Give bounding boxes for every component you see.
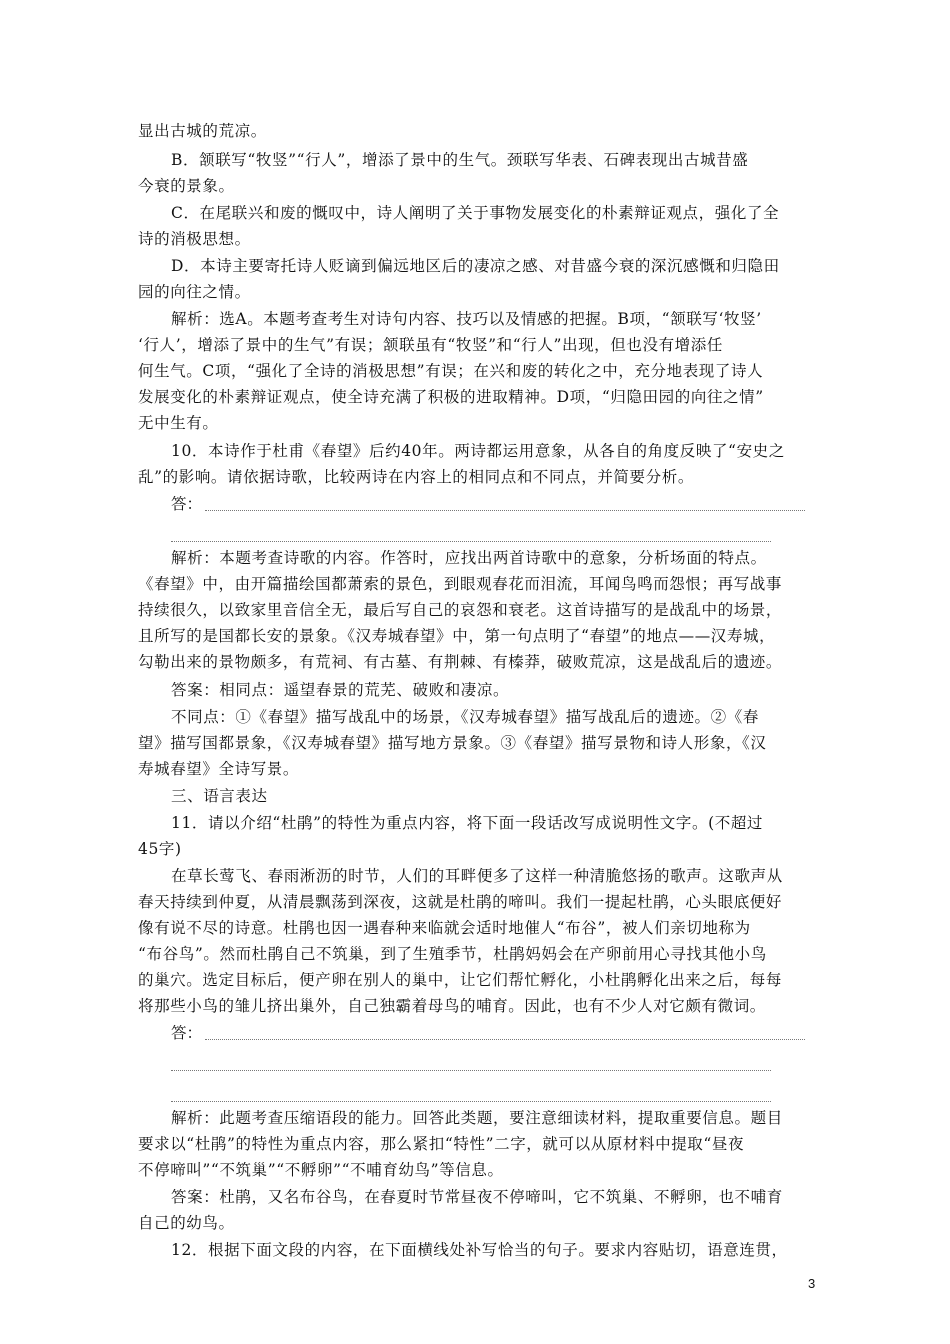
- text-line: C．在尾联兴和废的慨叹中，诗人阐明了关于事物发展变化的朴素辩证观点，强化了全: [171, 204, 780, 222]
- answer-blank-line[interactable]: [205, 510, 805, 511]
- text-line: 何生气。C项，“强化了全诗的消极思想”有误；在兴和废的转化之中，充分地表现了诗人: [138, 362, 764, 380]
- answer-blank-line[interactable]: [205, 1039, 805, 1040]
- text-line: 望》描写国都景象，《汉寿城春望》描写地方景象。③《春望》描写景物和诗人形象，《汉: [138, 734, 767, 752]
- text-line: 发展变化的朴素辩证观点，使全诗充满了积极的进取精神。D项，“归隐田园的向往之情”: [138, 388, 764, 406]
- text-line: 像有说不尽的诗意。杜鹃也因一遇春种来临就会适时地催人“布谷”，被人们亲切地称为: [138, 919, 751, 937]
- question-12: 12．根据下面文段的内容，在下面横线处补写恰当的句子。要求内容贴切，语意连贯，: [171, 1241, 788, 1259]
- text-line: D．本诗主要寄托诗人贬谪到偏远地区后的凄凉之感、对昔盛今衰的深沉感慨和归隐田: [171, 257, 780, 275]
- text-line: 答案：杜鹃，又名布谷鸟，在春夏时节常昼夜不停啼叫，它不筑巢、不孵卵，也不哺育: [171, 1188, 783, 1206]
- text-line: “布谷鸟”。然而杜鹃自己不筑巢，到了生殖季节，杜鹃妈妈会在产卵前用心寻找其他小鸟: [138, 945, 767, 963]
- text-line: 且所写的是国都长安的景象。《汉寿城春望》中，第一句点明了“春望”的地点——汉寿城，: [138, 627, 776, 645]
- answer-blank-line[interactable]: [171, 541, 771, 542]
- text-line: 不同点：①《春望》描写战乱中的场景，《汉寿城春望》描写战乱后的遗迹。②《春: [171, 708, 759, 726]
- answer-label: 答：: [171, 1024, 203, 1042]
- question-10: 10．本诗作于杜甫《春望》后约40年。两诗都运用意象，从各自的角度反映了“安史之: [171, 442, 785, 460]
- text-line: 解析：选A。本题考查考生对诗句内容、技巧以及情感的把握。B项，“颔联写‘牧竖’: [171, 310, 762, 328]
- text-line: 寿城春望》全诗写景。: [138, 760, 300, 778]
- text-line: 不停啼叫”“不筑巢”“不孵卵”“不哺育幼鸟”等信息。: [138, 1161, 504, 1179]
- text-line: 将那些小鸟的雏儿挤出巢外，自己独霸着母鸟的哺育。因此，也有不少人对它颇有微词。: [138, 997, 766, 1015]
- text-line: 诗的消极思想。: [138, 230, 251, 248]
- text-line: 答案：相同点：遥望春景的荒芜、破败和凄凉。: [171, 681, 510, 699]
- section-heading: 三、语言表达: [171, 787, 268, 805]
- text-line: 自己的幼鸟。: [138, 1214, 235, 1232]
- text-line: 45字): [138, 840, 182, 858]
- answer-blank-line[interactable]: [171, 1101, 771, 1102]
- text-line: 要求以“杜鹃”的特性为重点内容，那么紧扣“特性”二字，就可以从原材料中提取“昼夜: [138, 1135, 745, 1153]
- text-line: 的巢穴。选定目标后，便产卵在别人的巢中，让它们帮忙孵化，小杜鹃孵化出来之后，每每: [138, 971, 783, 989]
- text-line: ‘行人’，增添了景中的生气”有误；颔联虽有“牧竖”和“行人”出现，但也没有增添任: [138, 336, 723, 354]
- text-line: 解析：此题考查压缩语段的能力。回答此类题，要注意细读材料，提取重要信息。题目: [171, 1109, 783, 1127]
- text-line: 勾勒出来的景物颇多，有荒祠、有古墓、有荆棘、有榛莽，破败荒凉，这是战乱后的遗迹。: [138, 653, 783, 671]
- answer-label: 答：: [171, 495, 203, 513]
- text-line: 显出古城的荒凉。: [138, 122, 267, 140]
- text-line: 无中生有。: [138, 414, 219, 432]
- text-line: 乱”的影响。请依据诗歌，比较两诗在内容上的相同点和不同点，并简要分析。: [138, 468, 694, 486]
- text-line: 今衰的景象。: [138, 177, 235, 195]
- text-line: 解析：本题考查诗歌的内容。作答时，应找出两首诗歌中的意象，分析场面的特点。: [171, 549, 767, 567]
- text-line: B．颔联写“牧竖”“行人”，增添了景中的生气。颈联写华表、石碑表现出古城昔盛: [171, 151, 749, 169]
- text-line: 春天持续到仲夏，从清晨飘荡到深夜，这就是杜鹃的啼叫。我们一提起杜鹃，心头眼底便好: [138, 893, 783, 911]
- text-line: 园的向往之情。: [138, 283, 251, 301]
- page-number: 3: [808, 1276, 816, 1291]
- question-11: 11．请以介绍“杜鹃”的特性为重点内容，将下面一段话改写成说明性文字。(不超过: [171, 814, 764, 832]
- text-line: 在草长莺飞、春雨淅沥的时节，人们的耳畔便多了这样一种清脆悠扬的歌声。这歌声从: [171, 867, 783, 885]
- text-line: 《春望》中，由开篇描绘国都萧索的景色，到眼观春花而泪流，耳闻鸟鸣而怨恨；再写战事: [138, 575, 783, 593]
- answer-blank-line[interactable]: [171, 1070, 771, 1071]
- text-line: 持续很久，以致家里音信全无，最后写自己的哀怨和衰老。这首诗描写的是战乱中的场景，: [138, 601, 783, 619]
